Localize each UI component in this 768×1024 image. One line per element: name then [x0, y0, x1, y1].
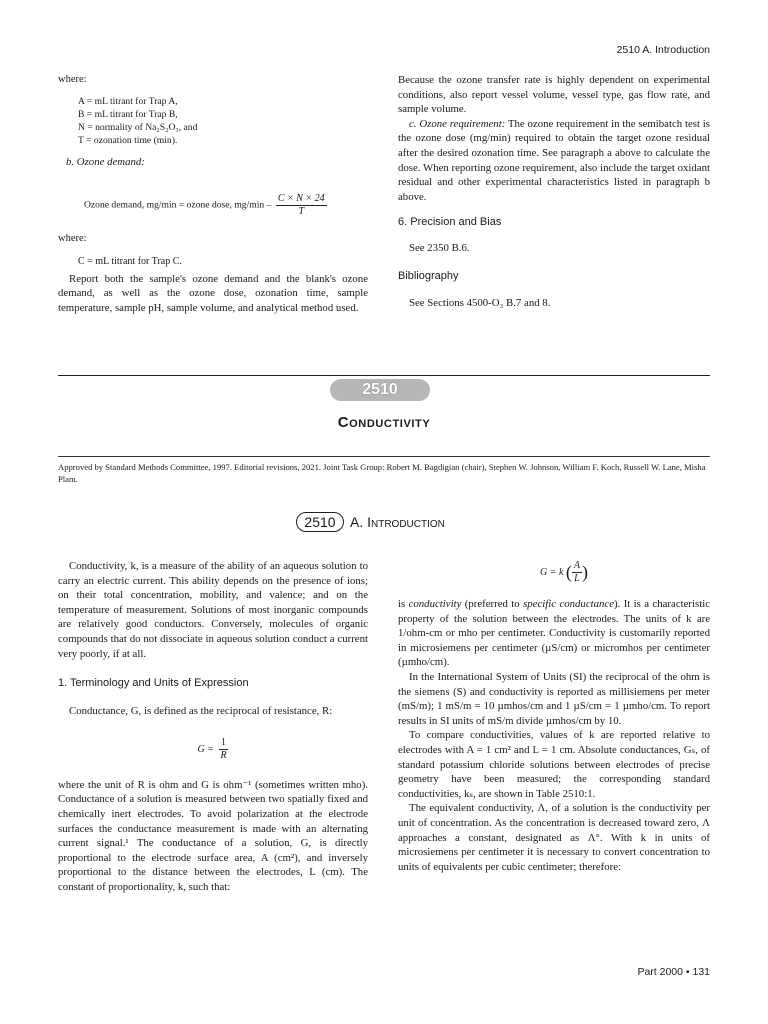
equation-fraction [572, 560, 582, 585]
subsection-number-badge: 2510 [296, 512, 344, 532]
term-conductivity: conductivity [408, 598, 462, 610]
section-title: Conductivity [337, 414, 431, 431]
text-fragment: is [398, 598, 409, 610]
approval-note: Approved by Standard Methods Committee, 1997. Editorial revisions, 2021. Joint Task Group: Robert M. Bagdigian (chair), Stephen W. Johnson, William F. Koch, Russell W. Lane, Misha Plam. [58, 462, 706, 484]
text-fragment: (preferred to [461, 598, 524, 610]
left-body-column [58, 559, 368, 895]
ozone-requirement-paragraph [398, 117, 710, 205]
ozone-demand-heading: b. Ozone demand: [66, 155, 145, 168]
text-fragment: ). It is a characteristic property of the solution between the electrodes. The units of k are 1/ohm-cm or mho per centimeter. Conductivity is customarily reported in microsiemens per centimeter (µS/cm) or micromhos per centimeter (µmho/cm). [398, 598, 710, 669]
equation-lhs: G = k [539, 566, 564, 578]
equation-prefix: Ozone demand, mg/min = ozone dose, mg/min – [84, 199, 272, 211]
precision-text: See 2350 B.6. [409, 242, 470, 255]
precision-heading: 6. Precision and Bias [398, 216, 502, 229]
ozone-demand-equation [84, 193, 368, 218]
section-number-badge: 2510 [330, 379, 430, 401]
running-header: 2510 A. Introduction [616, 44, 710, 56]
variable-c: C = mL titrant for Trap C. [78, 255, 182, 267]
equation-fraction [276, 193, 327, 218]
paren-close: ) [582, 562, 589, 582]
term-specific-conductance: specific conductance [523, 598, 615, 610]
variable-t: T = ozonation time (min). [78, 134, 178, 146]
equation-denominator: R [220, 749, 227, 761]
transfer-rate-paragraph: Because the ozone transfer rate is highly dependent on experimental conditions, also report vessel volume, vessel type, gas flow rate, and sample volume. [398, 74, 710, 116]
compare-conductivities-paragraph: To compare conductivities, values of k are reported relative to electrodes with A = 1 cm² and L = 1 cm. Absolute conductances, Gₛ, of standard potassium chloride solutions between electrodes of precise geometry have been measured; the corresponding standard conductivities, kₛ, are shown in Table 2510:1. [398, 729, 710, 800]
variable-b: B = mL titrant for Trap B, [78, 108, 178, 120]
right-top-column [398, 73, 710, 311]
conductance-definition: Conductance, G, is defined as the reciprocal of resistance, R: [69, 705, 333, 718]
variable-n: N = normality of Na₂S₂O₃, and [78, 121, 198, 133]
conductivity-definition-paragraph [398, 597, 710, 670]
equation-fraction [218, 737, 228, 762]
subsection-title: A. Introduction [350, 514, 445, 530]
variable-list [78, 95, 368, 147]
bibliography-text: See Sections 4500-O₃ B.7 and 8. [409, 296, 551, 309]
equation-lhs: G = [197, 743, 214, 755]
equation-numerator: A [573, 560, 581, 571]
conductance-measurement-paragraph: where the unit of R is ohm and G is ohm⁻¹ (sometimes written mho). Conductance of a solution is measured between two spatially fixed and chemically inert electrodes. To avoid polarization at the electrode surfaces the conductance measurement is made with an alternating current signal.¹ The conductance of a solution, G, is directly proportional to the electrode surface area, A (cm²), and inversely proportional to the distance between the electrodes, L (cm). The constant of proportionality, k, such that: [58, 778, 368, 893]
equation-denominator: T [298, 206, 305, 218]
bibliography-heading: Bibliography [398, 269, 459, 282]
right-body-column [398, 560, 710, 874]
page-footer: Part 2000 • 131 [637, 966, 710, 978]
equation-numerator: C × N × 24 [277, 193, 325, 205]
left-top-column [58, 73, 368, 316]
where-label-2: where: [58, 233, 87, 245]
ozone-requirement-text: The ozone requirement in the semibatch test is the ozone dose (mg/min) required to obtain the target ozone residual after the desired ozonation time. See paragraph a above to calculate the dose. When reporting ozone requirement, also include the target oxidant residual and other experimental characteristics listed in paragraph b above. [398, 117, 710, 203]
section-divider [58, 375, 710, 376]
conductance-equation [58, 737, 368, 762]
terminology-heading: 1. Terminology and Units of Expression [58, 677, 249, 690]
si-units-paragraph: In the International System of Units (SI) the reciprocal of the ohm is the siemens (S) and conductivity is reported as millisiemens per meter (mS/m); 1 mS/m = 10 µmhos/cm and 1 µS/cm = 1 µmho/cm. To report results in SI units of mS/m divide µmhos/cm by 10. [398, 670, 710, 727]
paren-open: ( [565, 562, 572, 582]
where-label: where: [58, 74, 87, 85]
conductivity-equation [418, 560, 710, 585]
equation-numerator: 1 [220, 736, 226, 748]
variable-a: A = mL titrant for Trap A, [78, 95, 178, 107]
ozone-requirement-label: c. Ozone requirement: [409, 117, 506, 130]
report-paragraph: Report both the sample's ozone demand and the blank's ozone demand, as well as the ozone dose, ozonation time, sample temperature, sample pH, sample volume, and analytical method used. [58, 272, 368, 314]
equation-denominator: L [574, 573, 580, 584]
subsection-heading [296, 512, 445, 532]
approval-rule [58, 456, 710, 457]
equivalent-conductivity-paragraph: The equivalent conductivity, Λ, of a solution is the conductivity per unit of concentration. As the concentration is decreased toward zero, Λ approaches a constant, designated as Λ°. With k in units of microsiemens per centimeter it is necessary to convert concentration to units of equivalents per cubic centimeter; therefore: [398, 802, 710, 873]
conductivity-intro-paragraph: Conductivity, k, is a measure of the ability of an aqueous solution to carry an electric current. This ability depends on the presence of ions; on their total concentration, mobility, and valence; and on the temperature of measurement. Solutions of most inorganic compounds are relatively good conductors. Conversely, molecules of organic compounds that do not dissociate in aqueous solution conduct a current very poorly, if at all. [58, 560, 368, 660]
